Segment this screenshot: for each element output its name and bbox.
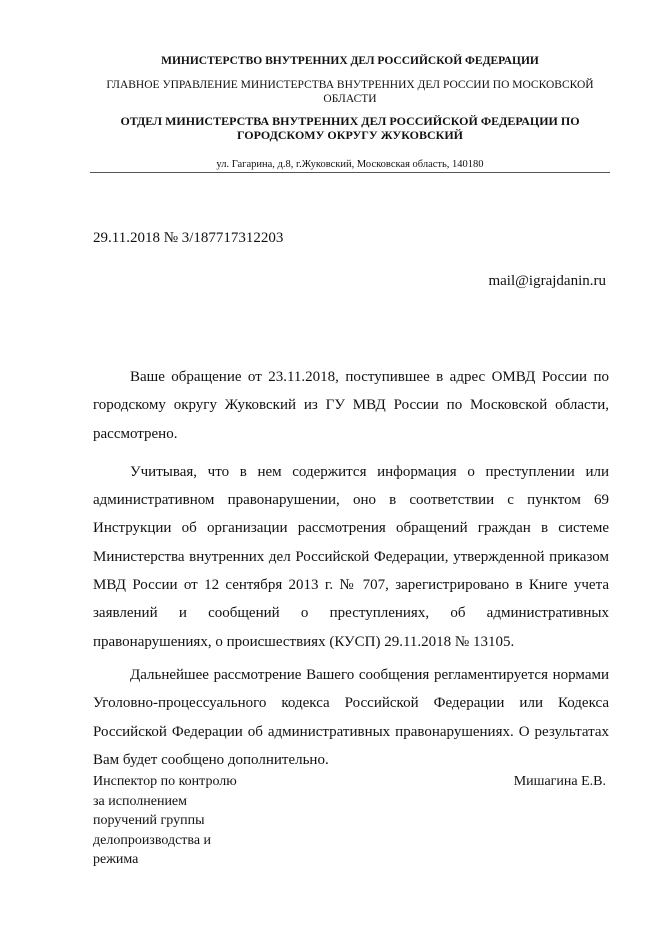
letter-body <box>93 363 609 774</box>
paragraph-registration: Учитывая, что в нем содержится информация о преступлении или административном правонарушении, оно в соответствии с пунктом 69 Инструкции об организации рассмотрения обращений граждан в системе Министерства внутренних дел Российской Федерации, утвержденной приказом МВД России от 12 сентября 2013 г. № 707, зарегистрировано в Книге учета заявлений и сообщений о преступлениях, об административных правонарушениях, о происшествиях (КУСП) 29.11.2018 № 13105. <box>93 463 609 650</box>
recipient-email: mail@igrajdanin.ru <box>488 273 606 289</box>
main-department-name: ГЛАВНОЕ УПРАВЛЕНИЕ МИНИСТЕРСТВА ВНУТРЕННИХ ДЕЛ РОССИИ ПО МОСКОВСКОЙ ОБЛАСТИ <box>106 79 594 105</box>
header-divider <box>90 172 610 173</box>
department-address: ул. Гагарина, д.8, г.Жуковский, Московская область, 140180 <box>216 159 484 170</box>
paragraph-review-notice: Ваше обращение от 23.11.2018, поступившее в адрес ОМВД России по городскому округу Жуковский из ГУ МВД России по Московской области, рассмотрено. <box>93 369 609 442</box>
signer-name: Мишагина Е.В. <box>513 774 606 789</box>
letterhead <box>90 54 610 171</box>
department-name: ОТДЕЛ МИНИСТЕРСТВА ВНУТРЕННИХ ДЕЛ РОССИЙСКОЙ ФЕДЕРАЦИИ ПО ГОРОДСКОМУ ОКРУГУ ЖУКОВСКИЙ <box>120 114 580 142</box>
signer-position: Инспектор по контролю за исполнением поручений группы делопроизводства и режима <box>93 774 237 867</box>
registration-number: 29.11.2018 № 3/187717312203 <box>93 230 284 246</box>
paragraph-further-review: Дальнейшее рассмотрение Вашего сообщения регламентируется нормами Уголовно-процессуального кодекса Российской Федерации или Кодекса Российской Федерации об административных правонарушениях. О результатах Вам будет сообщено дополнительно. <box>93 666 609 768</box>
ministry-name: МИНИСТЕРСТВО ВНУТРЕННИХ ДЕЛ РОССИЙСКОЙ ФЕДЕРАЦИИ <box>161 55 539 67</box>
